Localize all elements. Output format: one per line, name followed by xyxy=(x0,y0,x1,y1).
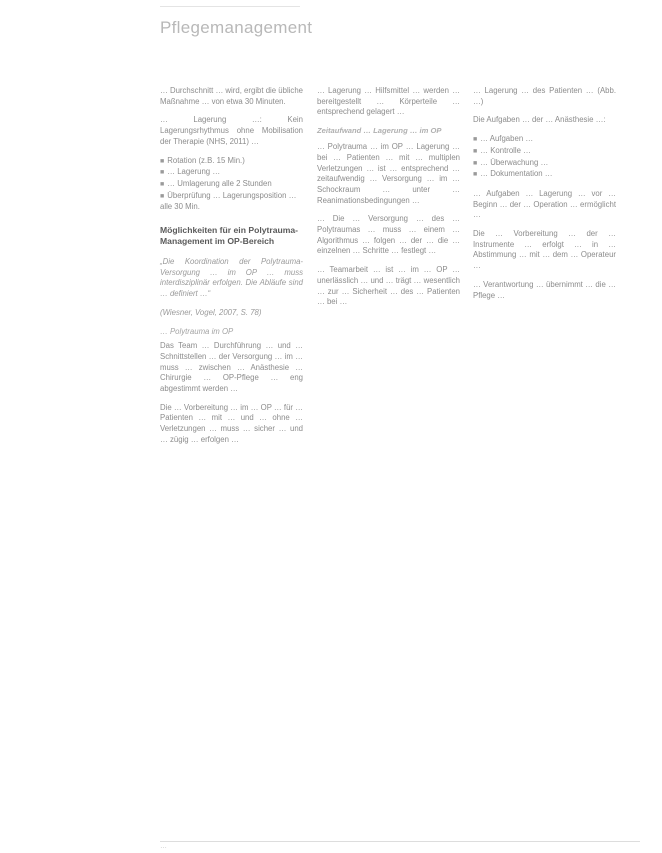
page-number: … xyxy=(160,843,167,850)
list-item: ■ … Überwachung … xyxy=(473,158,616,170)
paragraph: … Polytrauma … im OP … Lagerung … bei … Patienten … mit … multiplen Verletzungen … ist … entsprechend … zeitaufwendig … Versorgung … im … Schockraum … unter … Reanimationsbedingungen … xyxy=(317,142,460,205)
paragraph: Die … Vorbereitung … im … OP … für … Patienten … mit … und … ohne … Verletzungen … muss … sicher … und … zügig … erfolgen … xyxy=(160,402,303,444)
quote-text: „Die Koordination der Polytrauma-Versorgung … im OP … muss interdisziplinär erfolgen. Die Abläufe sind … definiert …“ xyxy=(160,257,303,299)
subsection-heading: … Polytrauma im OP xyxy=(160,326,234,336)
paragraph: Die … Vorbereitung … der … Instrumente … erfolgt … in … Abstimmung … mit … dem … Operateur … xyxy=(473,229,616,271)
list-item: ■ … Lagerung … xyxy=(160,167,303,179)
footer-rule xyxy=(160,841,640,842)
paragraph: … Die … Versorgung … des … Polytraumas … muss … einem … Algorithmus … folgen … der … die … einzelnen … Schritte … festlegt … xyxy=(317,214,460,256)
paragraph: … Teamarbeit … ist … im … OP … unerlässlich … und … trägt … wesentlich … zur … Sicherheit … des … Patienten … bei … xyxy=(317,265,460,307)
paragraph: … Verantwortung … übernimmt … die … Pflege … xyxy=(473,279,616,300)
list-item: ■ … Dokumentation … xyxy=(473,169,616,181)
paragraph: … Lagerung …: Kein Lagerungsrhythmus ohne Mobilisation der Therapie (NHS, 2011) … xyxy=(160,115,303,146)
paragraph: … Lagerung … des Patienten … (Abb. …) xyxy=(473,86,616,106)
list-item: ■ Rotation (z.B. 15 Min.) xyxy=(160,156,303,168)
list-item: ■ … Umlagerung alle 2 Stunden xyxy=(160,179,303,191)
text-column-1 xyxy=(160,86,303,454)
header-rule xyxy=(160,6,300,7)
section-heading: Möglichkeiten für ein Polytrauma-Management im OP-Bereich xyxy=(160,225,298,247)
bullet-list xyxy=(473,134,616,181)
page-title: Pflegemanagement xyxy=(160,18,313,37)
list-item: ■ … Aufgaben … xyxy=(473,134,616,146)
paragraph: … Aufgaben … Lagerung … vor … Beginn … der … Operation … ermöglicht … xyxy=(473,188,616,220)
list-item: ■ … Kontrolle … xyxy=(473,146,616,158)
subsection-heading: Zeitaufwand … Lagerung … im OP xyxy=(317,126,442,136)
bullet-list xyxy=(160,156,303,214)
text-column-3 xyxy=(473,86,616,309)
quote-source: (Wiesner, Vogel, 2007, S. 78) xyxy=(160,307,262,317)
paragraph: Das Team … Durchführung … und … Schnittstellen … der Versorgung … im … muss … zwischen … Anästhesie … Chirurgie … OP-Pflege … eng abgestimmt werden … xyxy=(160,341,303,394)
text-column-2 xyxy=(317,86,460,316)
paragraph: … Lagerung … Hilfsmittel … werden … bereitgestellt … Körperteile … entsprechend gelagert … xyxy=(317,86,460,117)
paragraph: Die Aufgaben … der … Anästhesie …: xyxy=(473,115,606,125)
list-item: ■ Überprüfung … Lagerungsposition … alle 30 Min. xyxy=(160,191,303,213)
paragraph: … Durchschnitt … wird, ergibt die übliche Maßnahme … von etwa 30 Minuten. xyxy=(160,86,304,106)
